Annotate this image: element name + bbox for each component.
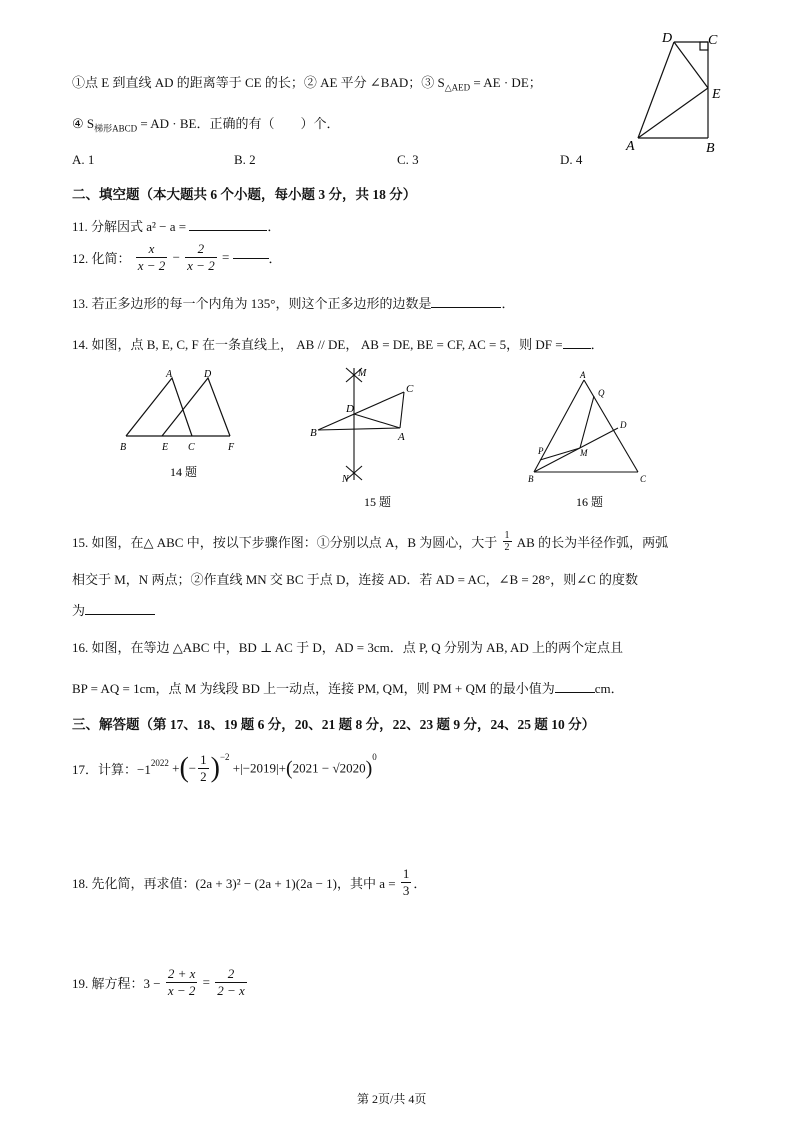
q18-end: ． [413,876,427,891]
fig16-label-a: A [580,370,586,380]
figure-15 [306,362,436,512]
q15-half-fraction: $\frac{1}{2}$ [504,530,510,553]
q10-label-e: E [712,87,721,102]
q12-answer-blank[interactable] [233,257,269,259]
fig16-caption: 16 题 [576,495,604,509]
fig16-label-b: B [528,474,534,484]
q10-line2-text: ④ S [72,116,95,131]
figure-16 [522,368,662,514]
q16-line2-text: BP = AQ = 1cm，点 M 为线段 BD 上一动点，连接 PM, QM，则 PM + QM 的最小值为 [72,681,555,696]
figure-14 [112,366,252,484]
q17-exp3: 0 [372,752,377,762]
q10-label-c: C [708,33,718,48]
q15-answer-blank[interactable] [85,613,155,615]
q17-paren-close: ) [210,752,220,784]
q19-fraction-2: $\frac{2}{2 - x}$ [217,966,245,998]
q18-text: 18. 先化简，再求值：(2a + 3)² − (2a + 1)(2a − 1)，其中 a = [72,876,396,891]
q16-answer-blank[interactable] [555,691,595,693]
q15-line1-text: 15. 如图，在△ ABC 中，按以下步骤作图：①分别以点 A，B 为圆心，大于 [72,535,498,550]
q12-end: ． [268,251,282,266]
fig14-caption: 14 题 [170,465,198,479]
fig16-label-c: C [640,474,647,484]
q12-minus: − [172,249,180,265]
fig14-label-a: A [166,369,173,380]
q11 [72,216,280,235]
q17-fraction: $\frac{1}{2}$ [200,752,207,784]
q11-answer-blank[interactable] [189,229,267,231]
q15-line1 [72,530,668,553]
fig15-label-b: B [310,427,317,439]
q15-line3 [72,600,155,619]
q17-paren-term: 2021 − √2020 [292,760,366,776]
fig15-label-a: A [398,431,405,443]
fig15-label-d: D [346,403,354,415]
q12-fraction-1: $\frac{x}{x - 2}$ [137,241,166,273]
q17-inner-minus: − [188,760,197,776]
fig16-label-p: P [538,446,544,456]
fig15-label-n: N [342,474,349,485]
fig16-label-q: Q [598,388,605,398]
q10-line1-tail: = AE · DE； [470,75,542,90]
q10-line1-text: ①点 E 到直线 AD 的距离等于 CE 的长；② AE 平分 ∠BAD；③ S [72,75,445,90]
q19-equals: = [202,974,210,990]
q10-line2-tail: = AD · BE．正确的有（ ）个． [137,116,340,131]
q10-label-a: A [626,139,635,154]
q18-fraction: $\frac{1}{3}$ [402,866,410,898]
q10-label-d: D [662,31,673,46]
fig14-label-e: E [162,442,169,453]
fig16-label-d: D [620,420,627,430]
q10-statement-line2 [72,113,340,135]
q17-paren-open: ( [179,752,189,784]
q13-text: 13. 若正多边形的每一个内角为 135°，则这个正多边形的边数是 [72,296,432,311]
q17-paren2-open: ( [285,757,293,780]
q10-option-d: D. 4 [560,152,583,167]
q18 [72,866,426,899]
q13-end: ． [501,296,515,311]
q10-line2-sub: 梯形ABCD [94,123,138,134]
q19 [72,966,249,999]
q17-abs-term: +|−2019|+ [232,760,286,776]
fig15-caption: 15 题 [364,495,392,509]
q17-exp2: −2 [219,752,230,762]
q14-end: ． [590,337,604,352]
q16-line2 [72,678,624,697]
q19-prefix: 19. 解方程：3 − [72,976,161,991]
q10-option-a: A. 1 [72,152,95,167]
q10-option-c: C. 3 [397,152,419,167]
q12-fraction-2: $\frac{2}{x - 2}$ [187,241,215,273]
section2-title: 二、填空题（本大题共 6 个小题，每小题 3 分，共 18 分） [72,187,417,202]
q10-line1-sub: △AED [444,82,471,93]
q19-fraction-1: $\frac{2 + x}{x - 2}$ [167,966,196,998]
fig16-label-m: M [580,448,588,458]
fig14-label-c: C [188,442,195,453]
page-footer: 第 2页/共 4页 [357,1092,427,1106]
fig14-label-f: F [228,442,235,453]
q16-unit: cm． [594,681,624,696]
q15-line3-text: 为 [72,603,86,618]
q15-line2: 相交于 M，N 两点；②作直线 MN 交 BC 于点 D，连接 AD．若 AD = AC，∠B = 28°，则∠C 的度数 [72,572,639,587]
fig14-label-b: B [120,442,127,453]
q10-option-b: B. 2 [234,152,256,167]
q14-answer-blank[interactable] [563,347,591,349]
q17-paren2-close: ) [365,757,373,780]
q13 [72,293,514,312]
fig15-label-m: M [358,368,367,379]
fig14-label-d: D [204,369,212,380]
q14 [72,334,604,353]
q17 [72,752,377,785]
q12 [72,241,282,274]
q12-equals: = [221,249,230,265]
q17-plus: + [172,760,180,776]
q11-end: ． [267,219,281,234]
q12-prefix: 12. 化简： [72,251,131,266]
q10-trapezoid-figure [618,28,728,158]
q16-line1: 16. 如图，在等边 △ABC 中，BD ⊥ AC 于 D，AD = 3cm．点 P, Q 分别为 AB, AD 上的两个定点且 [72,640,624,655]
q15-line1-tail: AB 的长为半径作弧，两弧 [516,535,669,550]
q10-statement-line1 [72,72,542,94]
q14-text: 14. 如图，点 B, E, C, F 在一条直线上， AB // DE， AB = DE, BE = CF, AC = 5，则 DF = [72,337,563,352]
fig15-label-c: C [406,383,414,395]
q13-answer-blank[interactable] [431,306,501,308]
q17-exp1: 2022 [150,758,169,769]
section3-title: 三、解答题（第 17、18、19 题 6 分，20、21 题 8 分，22、23 题 9 分，24、25 题 10 分） [72,717,596,732]
q10-label-b: B [706,141,715,156]
q17-prefix: 17．计算：−1 [72,762,151,777]
q11-text: 11. 分解因式 a² − a = [72,219,190,234]
